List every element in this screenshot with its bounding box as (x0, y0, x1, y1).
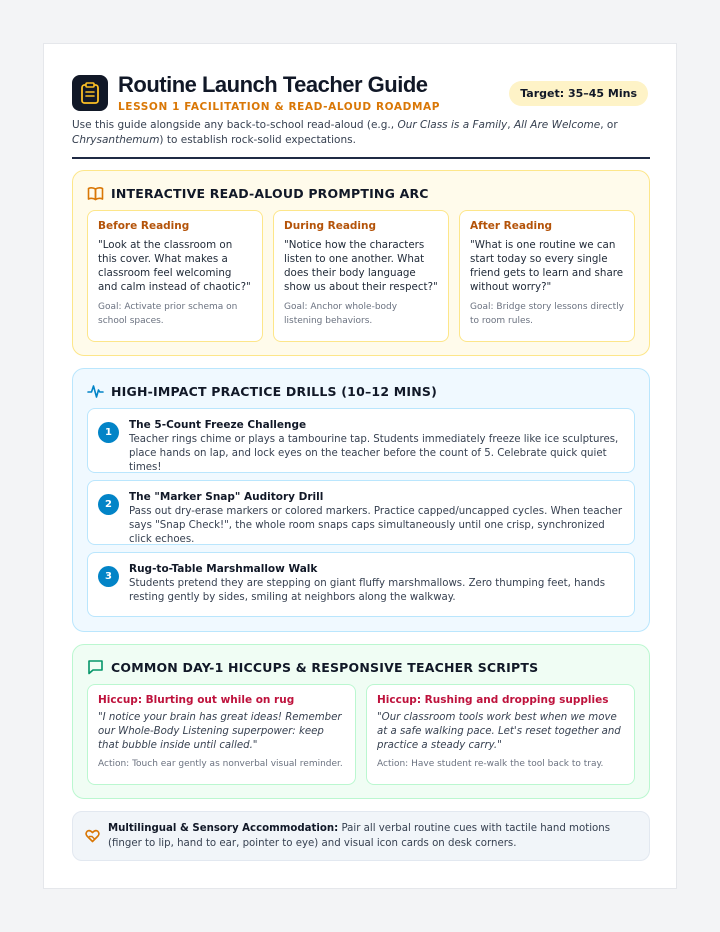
prompt-card-quote: "Look at the classroom on this cover. What makes a classroom feel welcoming and calm instead of chaotic?" (98, 239, 251, 293)
chat-bubble-icon (87, 659, 104, 675)
accommodation-label: Multilingual & Sensory Accommodation: (108, 823, 339, 834)
practice-drills-section (72, 368, 650, 632)
prompt-card-goal: Goal: Bridge story lessons directly to room rules. (470, 302, 624, 326)
page-title: Routine Launch Teacher Guide (118, 72, 428, 97)
prompt-card-quote: "What is one routine we can start today so every single friend gets to learn and share without worry?" (470, 239, 624, 293)
hiccup-title: Hiccup: Rushing and dropping supplies (377, 694, 609, 706)
hiccup-action: Action: Touch ear gently as nonverbal visual reminder. (98, 759, 343, 769)
prompt-card-goal: Goal: Anchor whole-body listening behaviors. (284, 302, 398, 326)
drill-card (87, 552, 635, 617)
prompt-card-goal: Goal: Activate prior schema on school spaces. (98, 302, 238, 326)
hiccup-card (366, 684, 635, 785)
drill-title: Rug-to-Table Marshmallow Walk (129, 563, 318, 575)
drill-title: The "Marker Snap" Auditory Drill (129, 491, 324, 503)
hiccup-card (87, 684, 356, 785)
drill-description: Students pretend they are stepping on giant fluffy marshmallows. Zero thumping feet, hands resting gently by sides, smiling at neighbors along the walkway. (129, 578, 606, 603)
header-divider (72, 157, 650, 159)
lesson-subtitle: LESSON 1 FACILITATION & READ-ALOUD ROADMAP (118, 101, 441, 113)
prompt-card-title: Before Reading (98, 220, 190, 232)
pulse-icon (87, 384, 104, 399)
drill-number: 1 (98, 422, 119, 443)
clipboard-icon (72, 75, 108, 111)
hiccup-action: Action: Have student re-walk the tool back to tray. (377, 759, 604, 769)
prompt-card-during (273, 210, 449, 342)
intro-text: Use this guide alongside any back-to-school read-aloud (e.g., Our Class is a Family, All Are Welcome, or Chrysanthemum) to establish rock-solid expectations. (72, 119, 618, 146)
read-aloud-heading: INTERACTIVE READ-ALOUD PROMPTING ARC (111, 185, 429, 201)
book-title: Our Class is a Family (397, 119, 508, 131)
drill-description: Pass out dry-erase markers or colored markers. Practice capped/uncapped cycles. When teacher says "Snap Check!", the whole room snaps caps simultaneously until one crisp, synchronized click echoes. (129, 506, 623, 545)
book-title: All Are Welcome (513, 119, 601, 131)
hiccup-title: Hiccup: Blurting out while on rug (98, 694, 295, 706)
book-title: Chrysanthemum (72, 134, 160, 146)
teacher-script: "Our classroom tools work best when we move at a safe walking pace. Let's reset together and practice a steady carry." (377, 712, 621, 751)
hand-heart-icon (84, 828, 101, 844)
drill-number: 2 (98, 494, 119, 515)
guide-page (43, 43, 677, 889)
hiccups-section (72, 644, 650, 799)
read-aloud-section (72, 170, 650, 356)
drill-title: The 5-Count Freeze Challenge (129, 419, 307, 431)
drill-card (87, 480, 635, 545)
prompt-card-title: During Reading (284, 220, 377, 232)
accommodation-note (72, 811, 650, 861)
drill-description: Teacher rings chime or plays a tambourine tap. Students immediately freeze like ice sculptures, place hands on lap, and lock eyes on the teacher before the count of 5. Celebrate quick quiet times! (129, 434, 619, 473)
drill-card (87, 408, 635, 473)
practice-drills-heading: HIGH-IMPACT PRACTICE DRILLS (10–12 MINS) (111, 383, 438, 399)
prompt-card-before (87, 210, 263, 342)
drill-number: 3 (98, 566, 119, 587)
teacher-script: "I notice your brain has great ideas! Remember our Whole-Body Listening superpower: keep that bubble inside until called." (98, 712, 342, 751)
prompt-card-after (459, 210, 635, 342)
hiccups-heading: COMMON DAY-1 HICCUPS & RESPONSIVE TEACHER SCRIPTS (111, 659, 539, 675)
open-book-icon (87, 186, 104, 201)
prompt-card-quote: "Notice how the characters listen to one another. What does their body language show us about their respect?" (284, 239, 438, 293)
prompt-card-title: After Reading (470, 220, 553, 232)
accommodation-text: Multilingual & Sensory Accommodation: Pair all verbal routine cues with tactile hand motions (finger to lip, hand to ear, pointer to eye) and visual icon cards on desk corners. (108, 823, 611, 849)
time-target-badge: Target: 35–45 Mins (509, 81, 648, 106)
